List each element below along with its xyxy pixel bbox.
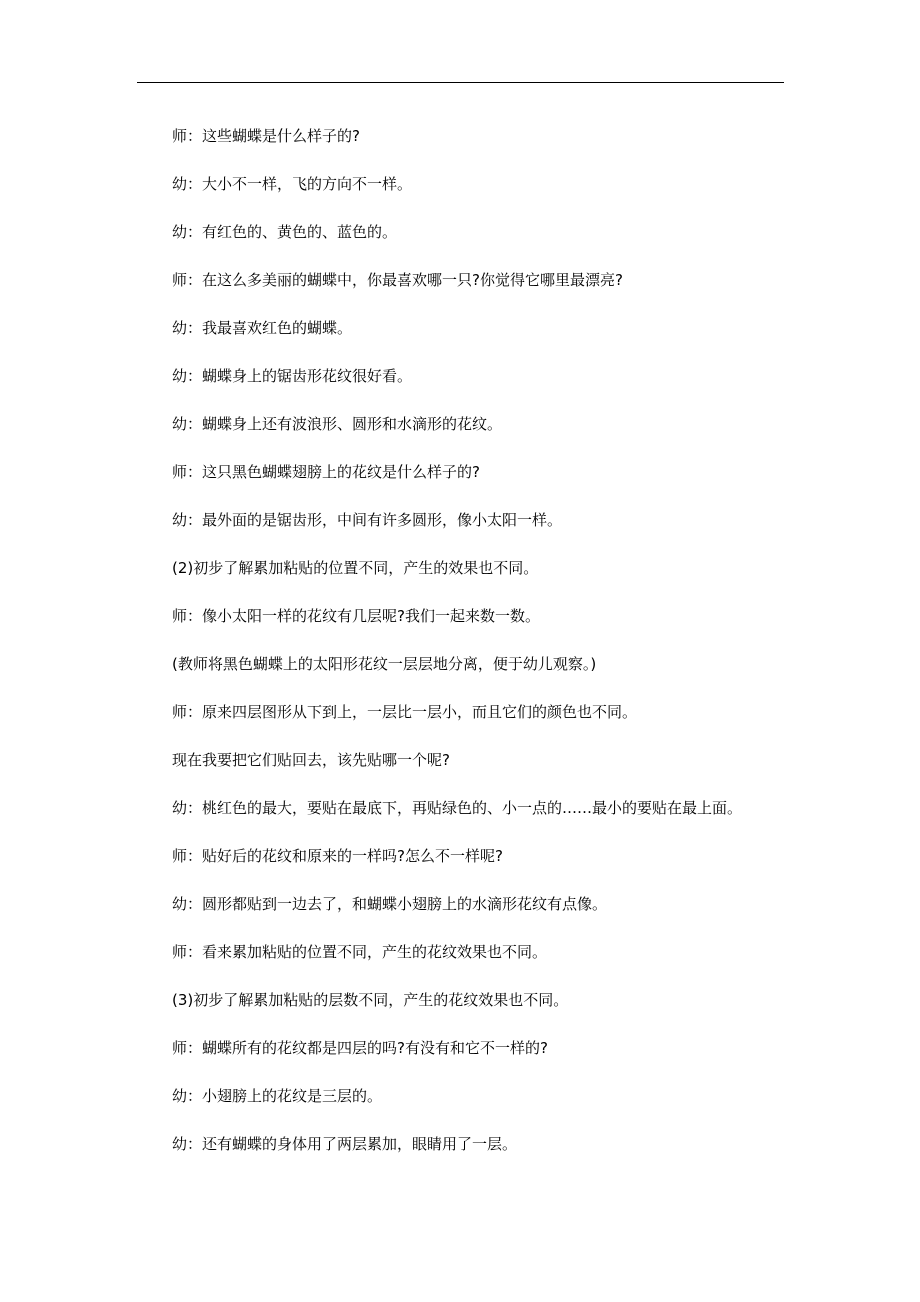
dialogue-line: 现在我要把它们贴回去，该先贴哪一个呢? bbox=[172, 751, 450, 769]
dialogue-line: 幼：有红色的、黄色的、蓝色的。 bbox=[172, 223, 398, 241]
section-heading: (2)初步了解累加粘贴的位置不同，产生的效果也不同。 bbox=[172, 559, 539, 577]
dialogue-line: 幼：桃红色的最大，要贴在最底下，再贴绿色的、小一点的……最小的要贴在最上面。 bbox=[172, 799, 743, 817]
dialogue-line: 师：这些蝴蝶是什么样子的? bbox=[172, 127, 360, 145]
dialogue-line: 师：原来四层图形从下到上，一层比一层小，而且它们的颜色也不同。 bbox=[172, 703, 638, 721]
dialogue-line: 师：贴好后的花纹和原来的一样吗?怎么不一样呢? bbox=[172, 847, 503, 865]
dialogue-line: 幼：蝴蝶身上还有波浪形、圆形和水滴形的花纹。 bbox=[172, 415, 503, 433]
dialogue-line: 师：蝴蝶所有的花纹都是四层的吗?有没有和它不一样的? bbox=[172, 1039, 548, 1057]
dialogue-line: 幼：最外面的是锯齿形，中间有许多圆形，像小太阳一样。 bbox=[172, 511, 563, 529]
stage-note: (教师将黑色蝴蝶上的太阳形花纹一层层地分离，便于幼儿观察。) bbox=[172, 655, 597, 673]
dialogue-line: 师：看来累加粘贴的位置不同，产生的花纹效果也不同。 bbox=[172, 943, 548, 961]
document-body bbox=[172, 120, 812, 1176]
dialogue-line: 师：这只黑色蝴蝶翅膀上的花纹是什么样子的? bbox=[172, 463, 480, 481]
dialogue-line: 幼：小翅膀上的花纹是三层的。 bbox=[172, 1087, 383, 1105]
dialogue-line: 幼：还有蝴蝶的身体用了两层累加，眼睛用了一层。 bbox=[172, 1135, 518, 1153]
dialogue-line: 幼：大小不一样，飞的方向不一样。 bbox=[172, 175, 413, 193]
section-heading: (3)初步了解累加粘贴的层数不同，产生的花纹效果也不同。 bbox=[172, 991, 569, 1009]
dialogue-line: 幼：我最喜欢红色的蝴蝶。 bbox=[172, 319, 353, 337]
header-rule bbox=[137, 82, 784, 83]
dialogue-line: 幼：蝴蝶身上的锯齿形花纹很好看。 bbox=[172, 367, 413, 385]
dialogue-line: 幼：圆形都贴到一边去了，和蝴蝶小翅膀上的水滴形花纹有点像。 bbox=[172, 895, 608, 913]
dialogue-line: 师：在这么多美丽的蝴蝶中，你最喜欢哪一只?你觉得它哪里最漂亮? bbox=[172, 271, 623, 289]
dialogue-line: 师：像小太阳一样的花纹有几层呢?我们一起来数一数。 bbox=[172, 607, 540, 625]
